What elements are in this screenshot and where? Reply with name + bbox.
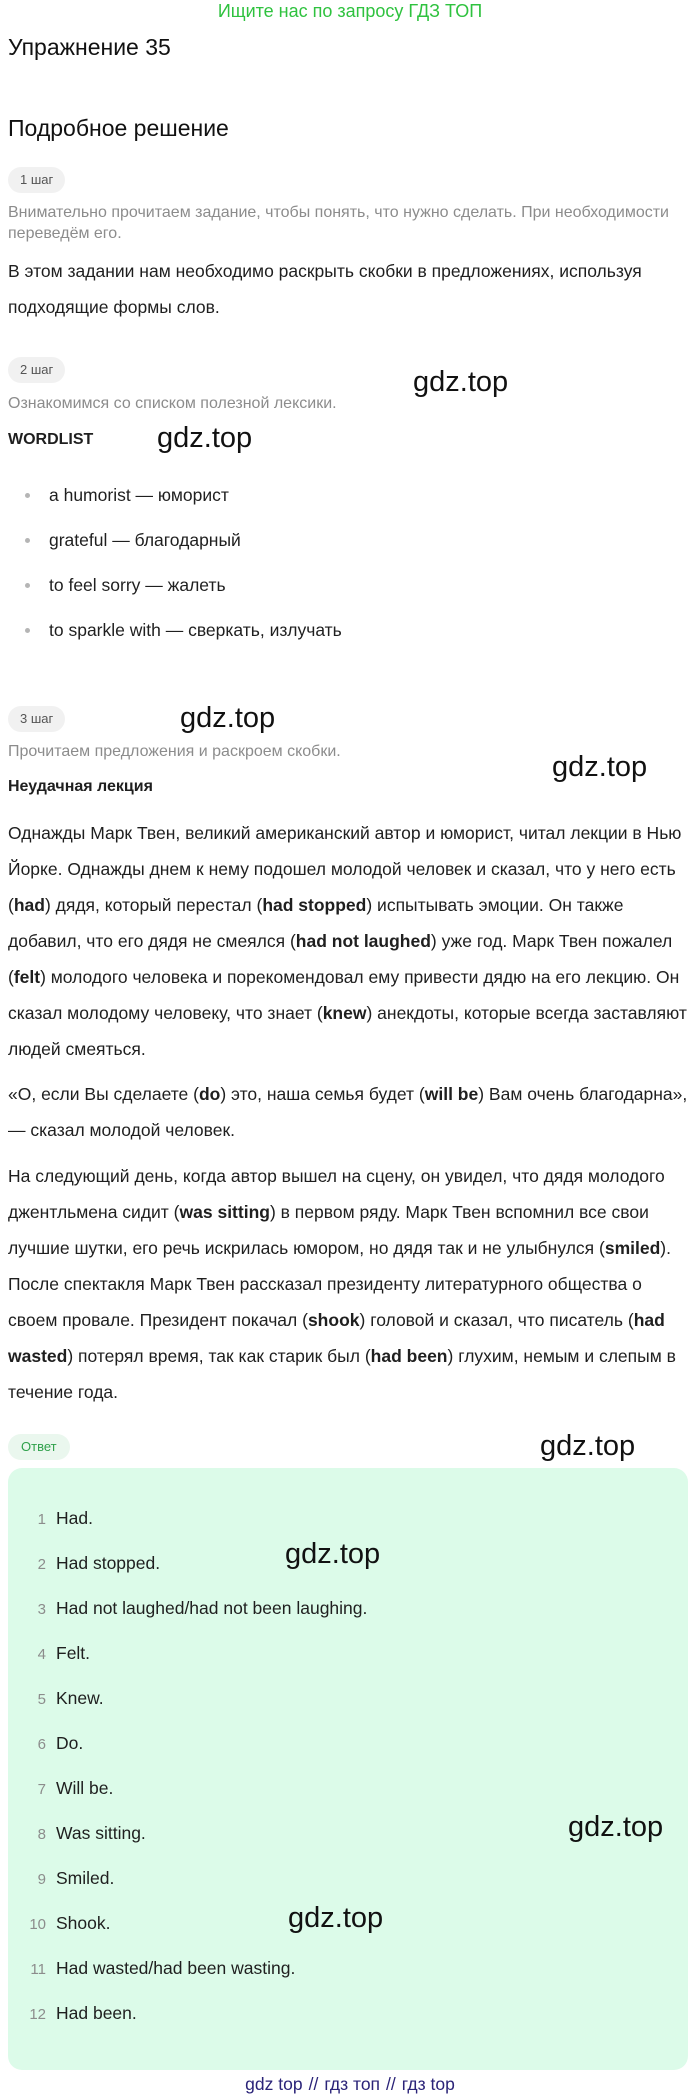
answer-word: had been — [370, 1346, 448, 1366]
answer-word: was sitting — [179, 1202, 270, 1222]
step-2-badge: 2 шаг — [8, 357, 65, 383]
step-1-badge: 1 шаг — [8, 167, 65, 193]
answer-number: 7 — [37, 1781, 46, 1798]
answer-number: 10 — [29, 1916, 46, 1933]
answer-text: Had not laughed/had not been laughing. — [56, 1598, 368, 1618]
answer-item — [8, 1496, 367, 1541]
step-2-hint: Ознакомимся со списком полезной лексики. — [8, 395, 337, 412]
answer-number: 2 — [37, 1556, 46, 1573]
footer-separator: // — [386, 2074, 396, 2094]
answer-word: felt — [13, 967, 41, 987]
answer-item — [8, 1631, 367, 1676]
watermark: gdz.top — [285, 1538, 381, 1570]
answer-number: 12 — [29, 2006, 46, 2023]
story-paragraph-3: На следующий день, когда автор вышел на сцену, он увидел, что дядя молодого джентльмена сидит (was sitting) в первом ряду. Марк Твен вспомнил все свои лучшие шутки, его речь искрилась юмором, но дядя так и не улыбнулся (smiled). После спектакля Марк Твен рассказал президенту литературного общества о своем провале. Президент покачал (shook) головой и сказал, что писатель (had wasted) потерял время, так как старик был (had been) глухим, немым и слепым в течение года. — [8, 1166, 676, 1402]
answer-word: do — [198, 1084, 221, 1104]
answer-number: 3 — [37, 1601, 46, 1618]
footer-link-gdz-top-mixed[interactable]: гдз top — [401, 2074, 455, 2094]
answer-text: Do. — [56, 1733, 84, 1753]
answer-badge: Ответ — [8, 1434, 70, 1460]
wordlist — [20, 474, 342, 654]
watermark: gdz.top — [552, 751, 648, 783]
footer-link-gdz-top-ru[interactable]: гдз топ — [324, 2074, 381, 2094]
answer-text: Had stopped. — [56, 1553, 161, 1573]
watermark: gdz.top — [288, 1902, 384, 1934]
story-title: Неудачная лекция — [8, 778, 153, 795]
answer-number: 11 — [30, 1961, 46, 1978]
answer-item — [8, 1586, 367, 1631]
step-3-hint: Прочитаем предложения и раскроем скобки. — [8, 743, 341, 760]
answer-number: 5 — [37, 1691, 46, 1708]
footer-link-gdz-top[interactable]: gdz top — [245, 2074, 303, 2094]
answer-text: Was sitting. — [56, 1823, 146, 1843]
footer-separator: // — [308, 2074, 319, 2094]
answer-item — [8, 1676, 367, 1721]
answer-text: Had wasted/had been wasting. — [56, 1958, 296, 1978]
step-1-hint: Внимательно прочитаем задание, чтобы понять, что нужно сделать. При необходимости переведём его. — [8, 204, 669, 242]
watermark: gdz.top — [568, 1811, 664, 1843]
answer-text: Knew. — [56, 1688, 104, 1708]
wordlist-item: grateful — благодарный — [20, 519, 342, 564]
watermark: gdz.top — [180, 702, 276, 734]
answer-number: 8 — [37, 1826, 46, 1843]
watermark: gdz.top — [540, 1430, 636, 1462]
answer-text: Felt. — [56, 1643, 91, 1663]
answer-item — [8, 1991, 367, 2036]
answer-word: smiled — [604, 1238, 661, 1258]
answer-item — [8, 1811, 367, 1856]
wordlist-item: to feel sorry — жалеть — [20, 564, 342, 609]
step-3-badge: 3 шаг — [8, 706, 65, 732]
answer-item — [8, 1766, 367, 1811]
answer-text: Will be. — [56, 1778, 114, 1798]
wordlist-item: to sparkle with — сверкать, излучать — [20, 609, 342, 654]
answer-number: 4 — [37, 1646, 46, 1663]
answer-text: Shook. — [56, 1913, 111, 1933]
answer-number: 9 — [37, 1871, 46, 1888]
answer-item — [8, 1946, 367, 1991]
answer-word: will be — [424, 1084, 479, 1104]
answer-word: had stopped — [262, 895, 367, 915]
story-paragraph-2: «О, если Вы сделаете (do) это, наша семья будет (will be) Вам очень благодарна», — сказал молодой человек. — [8, 1084, 688, 1140]
answer-word: had not laughed — [295, 931, 431, 951]
answer-text: Had been. — [56, 2003, 137, 2023]
answer-list — [8, 1496, 367, 2036]
answer-word: had — [13, 895, 45, 915]
answer-word: had wasted — [8, 1310, 665, 1366]
watermark: gdz.top — [157, 422, 253, 454]
answer-number: 1 — [37, 1511, 46, 1528]
answer-word: knew — [322, 1003, 367, 1023]
step-1-text: В этом задании нам необходимо раскрыть скобки в предложениях, используя подходящие формы слов. — [8, 261, 642, 317]
footer-links — [0, 2072, 700, 2096]
solution-heading: Подробное решение — [8, 115, 229, 141]
answer-word: shook — [307, 1310, 360, 1330]
answer-text: Had. — [56, 1508, 93, 1528]
story-paragraph-1: Однажды Марк Твен, великий американский автор и юморист, читал лекции в Нью Йорке. Однажды днем к нему подошел молодой человек и сказал, что у него есть (had) дядя, который перестал (had stopped) испытывать эмоции. Он также добавил, что его дядя не смеялся (had not laughed) уже год. Марк Твен пожалел (felt) молодого человека и порекомендовал ему привести дядю на его лекцию. Он сказал молодому человеку, что знает (knew) анекдоты, которые всегда заставляют людей смеяться. — [8, 823, 687, 1059]
wordlist-title: WORDLIST — [8, 431, 94, 448]
answer-text: Smiled. — [56, 1868, 115, 1888]
page-title: Упражнение 35 — [8, 34, 171, 60]
answer-item — [8, 1856, 367, 1901]
answer-number: 6 — [37, 1736, 46, 1753]
search-hint-banner: Ищите нас по запросу ГДЗ ТОП — [217, 1, 483, 21]
wordlist-item: a humorist — юморист — [20, 474, 342, 519]
answer-item — [8, 1721, 367, 1766]
watermark: gdz.top — [413, 366, 509, 398]
